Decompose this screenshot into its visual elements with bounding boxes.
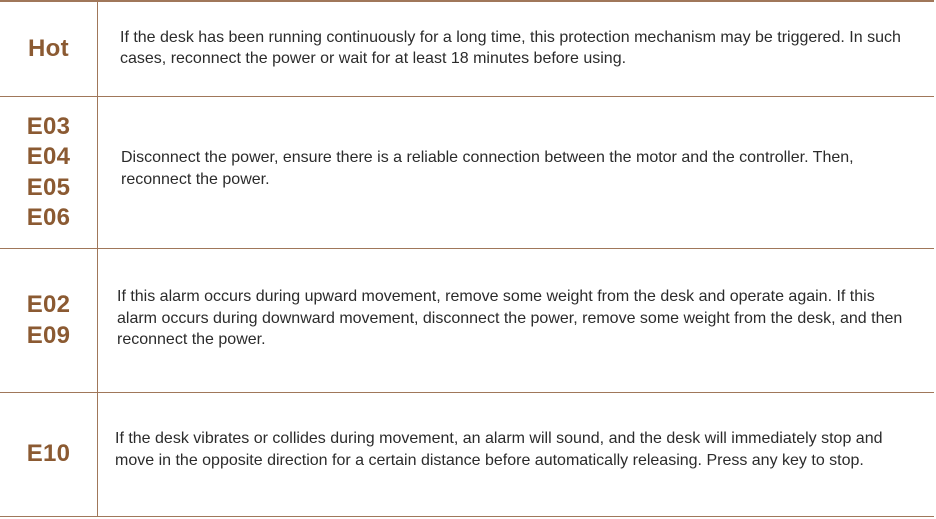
error-code-cell xyxy=(0,249,98,392)
error-code-cell xyxy=(0,2,98,96)
error-code-cell xyxy=(0,393,98,517)
error-code: E05 xyxy=(26,173,71,201)
table-row xyxy=(0,2,934,96)
error-description-cell xyxy=(98,2,934,96)
error-code: Hot xyxy=(28,34,69,62)
table-row xyxy=(0,96,934,248)
error-description: If the desk has been running continuously for a long time, this protection mechanism may be triggered. In such cases, reconnect the power or wait for at least 18 minutes before using. xyxy=(120,28,901,67)
error-description-cell xyxy=(98,249,934,392)
error-code: E04 xyxy=(26,143,71,170)
error-code: E03 xyxy=(26,112,71,140)
error-description: Disconnect the power, ensure there is a reliable connection between the motor and the controller. Then, reconnect the power. xyxy=(121,149,854,188)
error-description-cell xyxy=(98,97,934,248)
error-code: E10 xyxy=(26,439,71,467)
table-row xyxy=(0,248,934,392)
table-row xyxy=(0,392,934,517)
error-description: If this alarm occurs during upward movement, remove some weight from the desk and operate again. If this alarm occurs during downward movement, disconnect the power, remove some weight from the desk, and then reconnect the power. xyxy=(117,288,903,348)
error-code: E02 xyxy=(26,291,71,318)
error-code: E06 xyxy=(26,204,71,231)
error-description: If the desk vibrates or collides during movement, an alarm will sound, and the desk will immediately stop and move in the opposite direction for a certain distance before automatically releasing. Press any key to stop. xyxy=(115,430,883,469)
error-code: E09 xyxy=(26,321,71,349)
error-code-cell xyxy=(0,97,98,248)
error-description-cell xyxy=(98,393,934,517)
